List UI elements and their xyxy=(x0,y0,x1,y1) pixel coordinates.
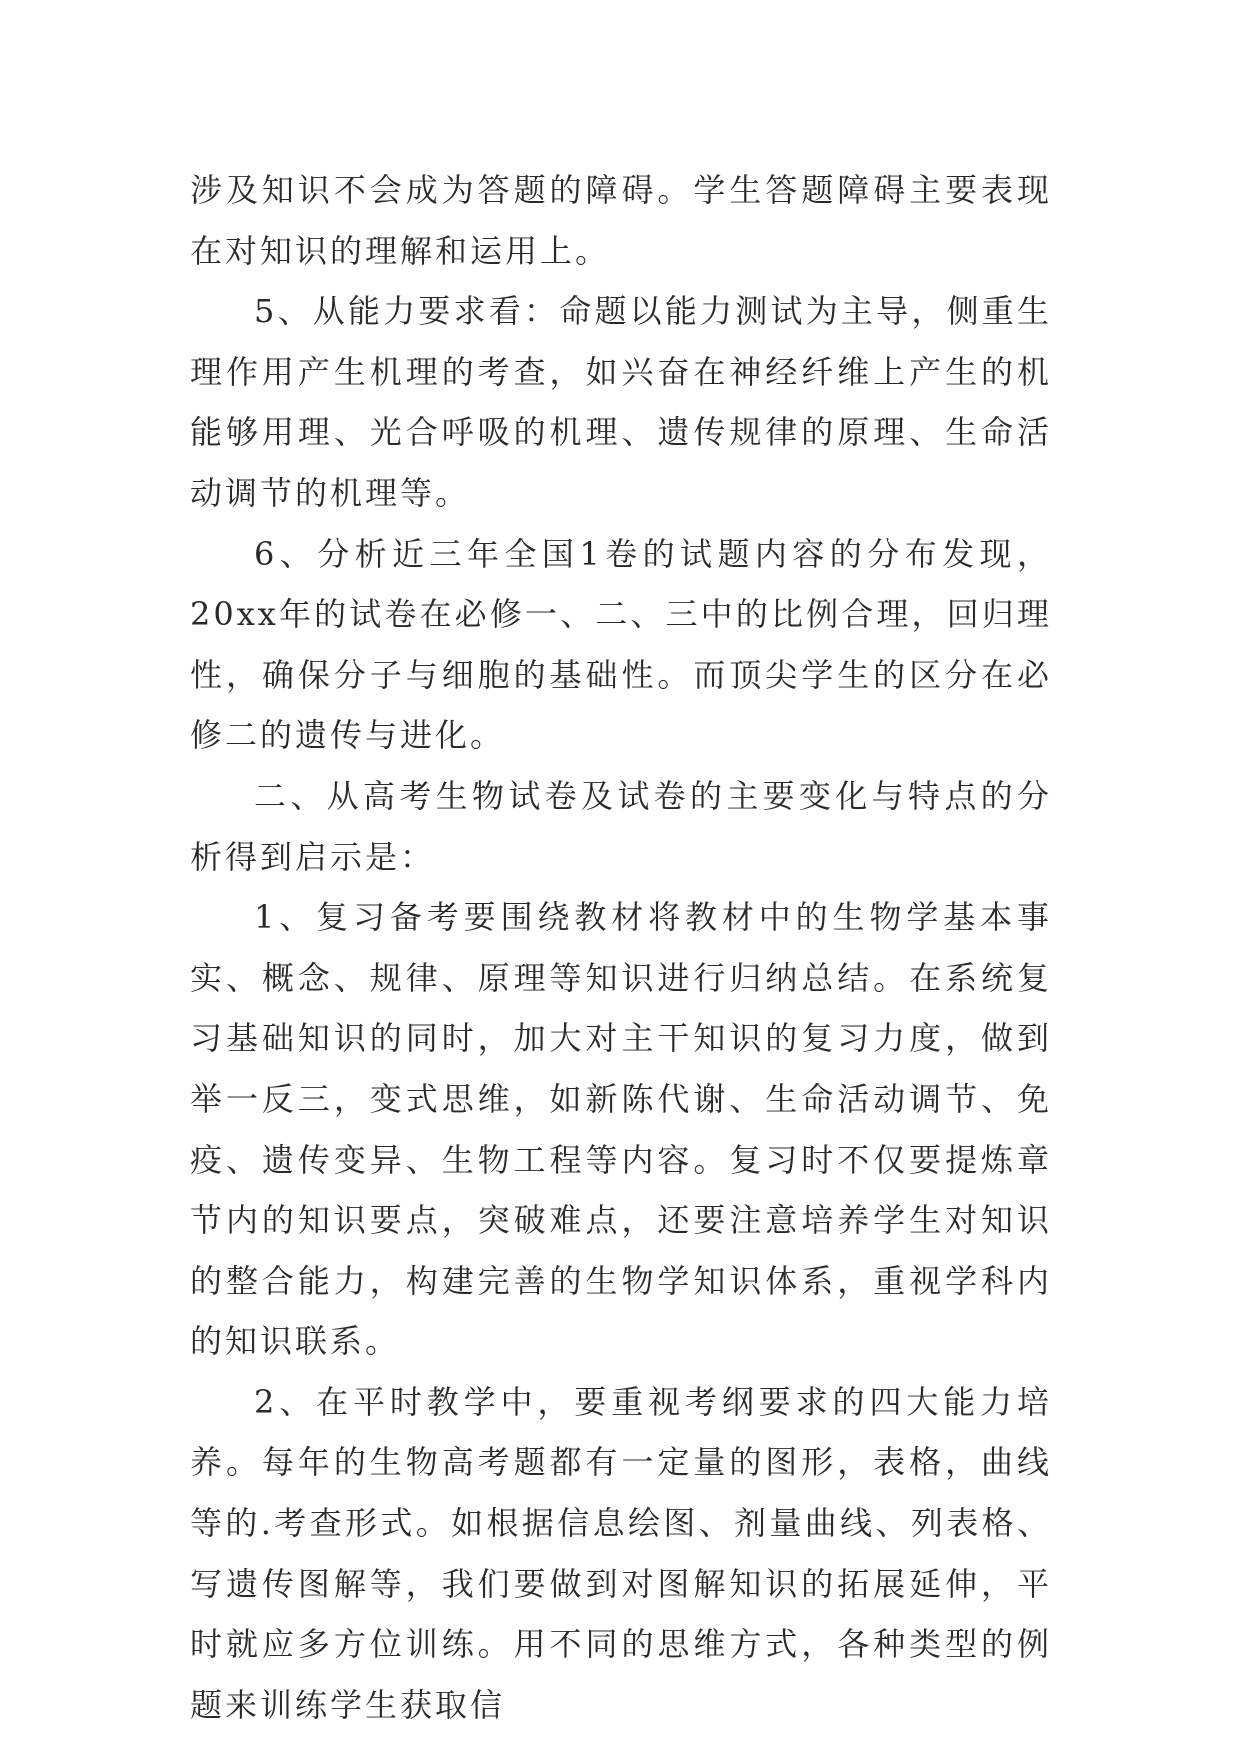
paragraph-2: 5、从能力要求看：命题以能力测试为主导，侧重生理作用产生机理的考查，如兴奋在神经纤维上产生的机能够用理、光合呼吸的机理、遗传规律的原理、生命活动调节的机理等。 xyxy=(190,292,1052,512)
document-body xyxy=(190,160,1052,1735)
paragraph-4: 二、从高考生物试卷及试卷的主要变化与特点的分析得到启示是： xyxy=(190,776,1052,876)
paragraph-3: 6、分析近三年全国1卷的试题内容的分布发现，20xx年的试卷在必修一、二、三中的比例合理，回归理性，确保分子与细胞的基础性。而顶尖学生的区分在必修二的遗传与进化。 xyxy=(190,534,1052,755)
paragraph-5: 1、复习备考要围绕教材将教材中的生物学基本事实、概念、规律、原理等知识进行归纳总结。在系统复习基础知识的同时，加大对主干知识的复习力度，做到举一反三，变式思维，如新陈代谢、生命活动调节、免疫、遗传变异、生物工程等内容。复习时不仅要提炼章节内的知识要点，突破难点，还要注意培养学生对知识的整合能力，构建完善的生物学知识体系，重视学科内的知识联系。 xyxy=(190,898,1052,1361)
paragraph-1: 涉及知识不会成为答题的障碍。学生答题障碍主要表现在对知识的理解和运用上。 xyxy=(190,171,1052,270)
paragraph-6: 2、在平时教学中，要重视考纲要求的四大能力培养。每年的生物高考题都有一定量的图形，表格，曲线等的.考查形式。如根据信息绘图、剂量曲线、列表格、写遗传图解等，我们要做到对图解知识的拓展延伸，平时就应多方位训练。用不同的思维方式，各种类型的例题来训练学生获取信 xyxy=(190,1382,1052,1724)
